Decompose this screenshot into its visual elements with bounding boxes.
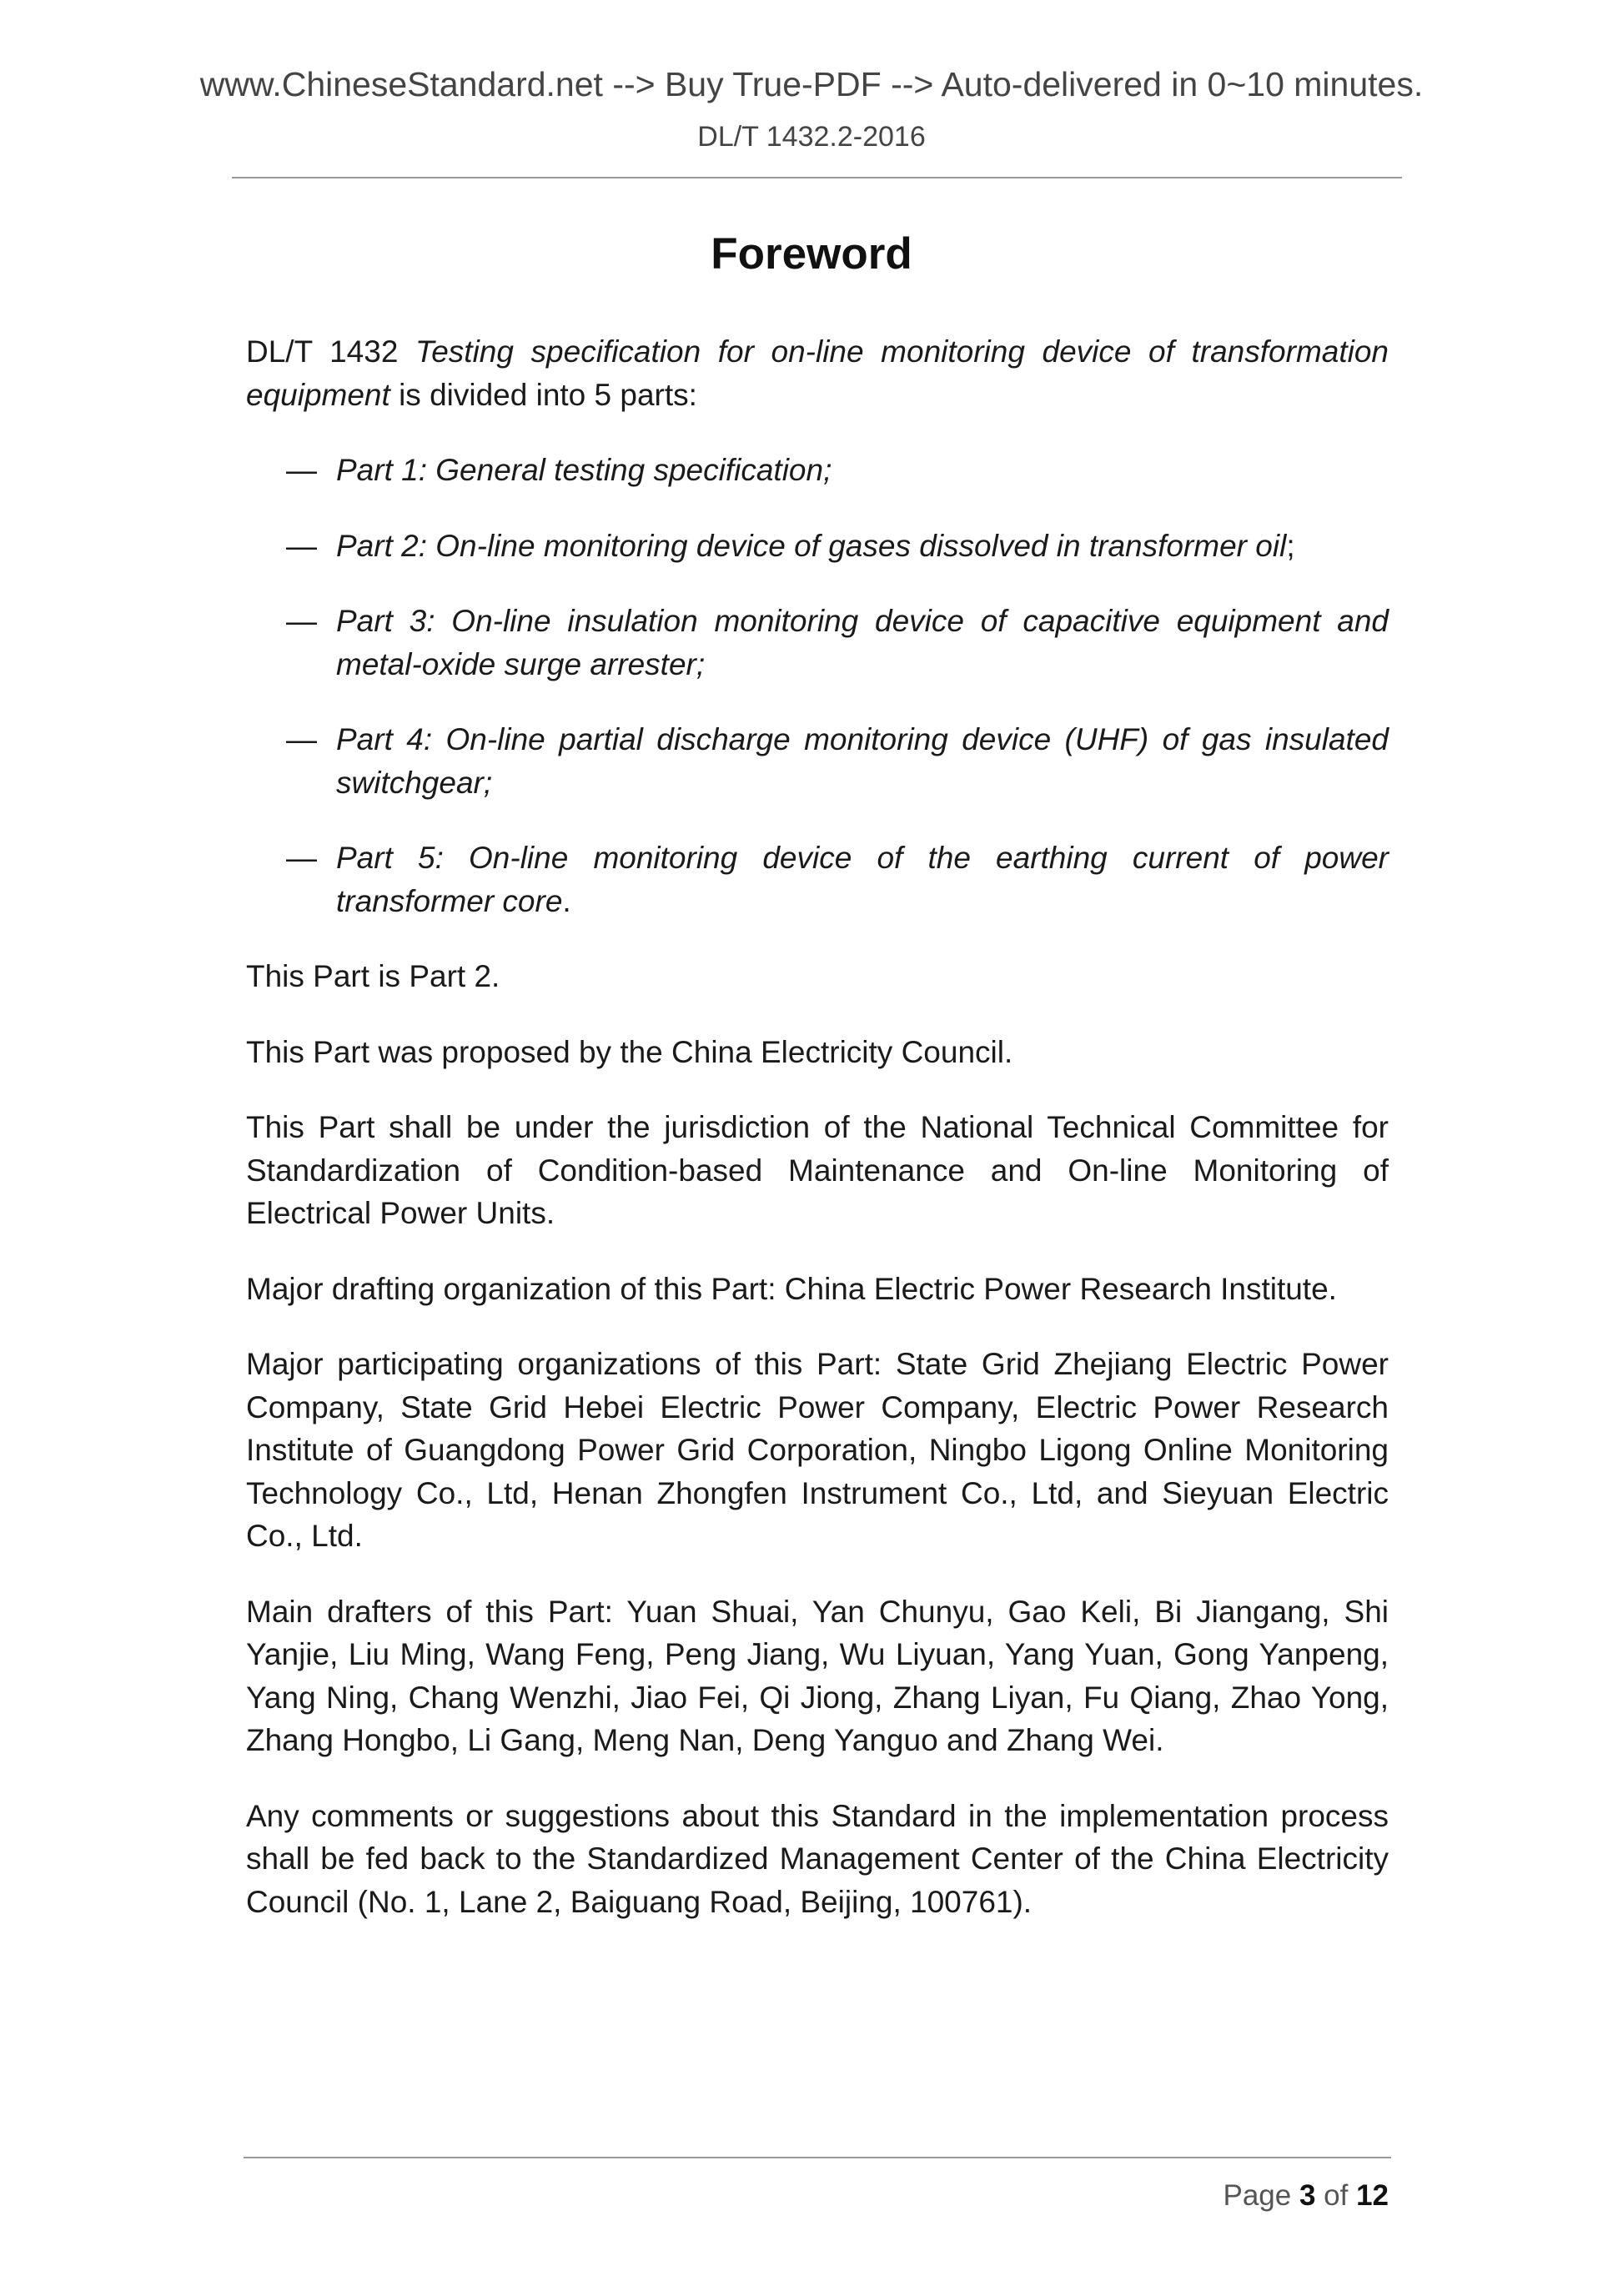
page-number bbox=[1223, 2179, 1389, 2213]
dash-bullet: — bbox=[286, 722, 317, 756]
list-item bbox=[246, 837, 1389, 922]
list-item bbox=[246, 600, 1389, 686]
part-text: Part 4: On-line partial discharge monitoring device (UHF) of gas insulated switchgear; bbox=[336, 722, 1389, 800]
paragraph-proposed-by: This Part was proposed by the China Electricity Council. bbox=[246, 1034, 1013, 1069]
dash-bullet: — bbox=[286, 841, 317, 875]
part-text: Part 5: On-line monitoring device of the earthing current of power transformer core bbox=[336, 841, 1389, 918]
paragraph-jurisdiction: This Part shall be under the jurisdiction of the National Technical Committee for Standardization of Condition-based Maintenance and On-line Monitoring of Electrical Power Units. bbox=[246, 1110, 1389, 1230]
paragraph-drafters: Main drafters of this Part: Yuan Shuai, Yan Chunyu, Gao Keli, Bi Jiangang, Shi Yanjie, Liu Ming, Wang Feng, Peng Jiang, Wu Liyuan, Yang Yuan, Gong Yanpeng, Yang Ning, Chang Wenzhi, Jiao Fei, Qi Jiong, Zhang Liyan, Fu Qiang, Zhao Yong, Zhang Hongbo, Li Gang, Meng Nan, Deng Yanguo and Zhang Wei. bbox=[246, 1594, 1389, 1757]
intro-suffix: is divided into 5 parts: bbox=[389, 377, 697, 412]
paragraph-part-number: This Part is Part 2. bbox=[246, 959, 500, 993]
paragraph-participating-orgs: Major participating organizations of this Part: State Grid Zhejiang Electric Power Company, State Grid Hebei Electric Power Company, Electric Power Research Institute of Guangdong Power Grid Corporation, Ningbo Ligong Online Monitoring Technology Co., Ltd, Henan Zhongfen Instrument Co., Ltd, and Sieyuan Electric Co., Ltd. bbox=[246, 1347, 1389, 1553]
paragraph-drafting-org: Major drafting organization of this Part: China Electric Power Research Institute. bbox=[246, 1271, 1337, 1306]
part-text: Part 1: General testing specification; bbox=[336, 453, 832, 487]
document-body bbox=[246, 330, 1389, 1956]
header-divider bbox=[232, 177, 1402, 178]
header-banner: www.ChineseStandard.net --> Buy True-PDF --> Auto-delivered in 0~10 minutes. bbox=[199, 65, 1424, 103]
dash-bullet: — bbox=[286, 604, 317, 638]
total-pages: 12 bbox=[1356, 2179, 1389, 2212]
part-tail: . bbox=[562, 883, 571, 918]
part-text: Part 3: On-line insulation monitoring device of capacitive equipment and metal-oxide surge arrester; bbox=[336, 604, 1389, 681]
list-item bbox=[246, 449, 1389, 492]
dash-bullet: — bbox=[286, 528, 317, 563]
list-item bbox=[246, 525, 1389, 568]
dash-bullet: — bbox=[286, 453, 317, 487]
page-title: Foreword bbox=[711, 229, 912, 279]
intro-paragraph bbox=[246, 330, 1389, 416]
standard-title: Testing specification for on-line monitoring device of transformation equipment bbox=[246, 334, 1389, 412]
part-text: Part 2: On-line monitoring device of gases dissolved in transformer oil bbox=[336, 528, 1287, 563]
intro-prefix: DL/T 1432 bbox=[246, 334, 416, 369]
of-label: of bbox=[1315, 2179, 1357, 2212]
current-page: 3 bbox=[1299, 2179, 1316, 2212]
footer-divider bbox=[244, 2157, 1391, 2158]
part-tail: ; bbox=[1286, 528, 1295, 563]
list-item bbox=[246, 718, 1389, 804]
paragraph-comments: Any comments or suggestions about this Standard in the implementation process shall be fed back to the Standardized Management Center of the China Electricity Council (No. 1, Lane 2, Baiguang Road, Beijing, 100761). bbox=[246, 1798, 1389, 1919]
page-label: Page bbox=[1223, 2179, 1299, 2212]
document-id: DL/T 1432.2-2016 bbox=[697, 121, 926, 153]
